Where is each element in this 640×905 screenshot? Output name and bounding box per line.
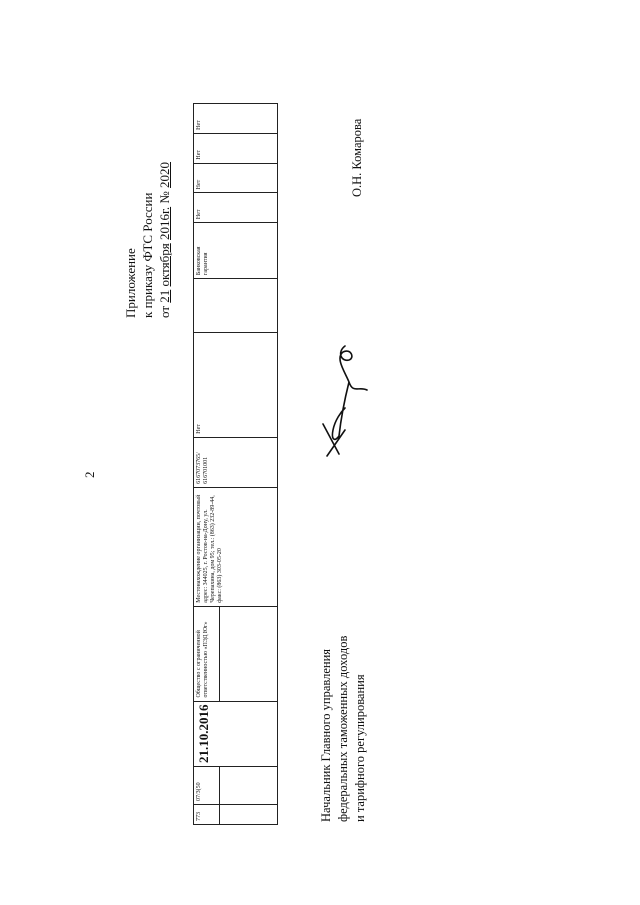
table-cell: Общество с ограниченной ответственностью «ПЭД Юг» bbox=[194, 606, 220, 701]
appendix-date-line bbox=[156, 162, 173, 318]
table-cell-empty bbox=[220, 767, 278, 805]
appendix-order-ref: к приказу ФТС России bbox=[140, 192, 155, 318]
table-cell: Нет bbox=[194, 332, 278, 437]
signatory-line-1: Начальник Главного управления bbox=[319, 648, 333, 822]
appendix-header bbox=[122, 162, 173, 318]
signatory-line-3: и тарифного регулирования bbox=[353, 674, 367, 822]
registry-table-container bbox=[193, 103, 271, 825]
table-cell: Нет bbox=[194, 193, 278, 223]
table-cell-empty bbox=[220, 805, 278, 825]
order-number: 2020 bbox=[157, 161, 172, 188]
table-cell-empty bbox=[220, 606, 278, 701]
date-year: 2016г. bbox=[157, 206, 172, 240]
table-row bbox=[194, 104, 220, 825]
table-cell: 773 bbox=[194, 805, 220, 825]
table-cell: Банковская гарантия bbox=[194, 223, 278, 279]
table-cell: 6167073765/ 616701001 bbox=[194, 437, 278, 487]
table-cell bbox=[194, 279, 278, 333]
page-number: 2 bbox=[82, 471, 97, 478]
date-day: 21 bbox=[157, 289, 172, 303]
date-month: октября bbox=[157, 243, 172, 287]
signatory-position bbox=[318, 636, 369, 822]
registry-table bbox=[193, 103, 278, 825]
date-prefix: от bbox=[157, 305, 172, 318]
table-cell: Нет bbox=[194, 163, 278, 193]
signatory-line-2: федеральных таможенных доходов bbox=[336, 635, 350, 822]
table-cell: 07/3(50 bbox=[194, 767, 220, 805]
table-cell: Нет bbox=[194, 133, 278, 163]
table-cell-date: 21.10.2016 bbox=[194, 701, 278, 767]
table-cell: Нет bbox=[194, 104, 278, 134]
number-prefix: № bbox=[157, 191, 172, 204]
appendix-title: Приложение bbox=[123, 248, 138, 318]
table-cell: Местонахождение организации, почтовый адрес: 344025, г. Ростов-на-Дону, ул. Черепахина, дом 95; тел.: (863) 232-89-44, факс: (863) 303-05-20 bbox=[194, 487, 278, 606]
handwritten-signature bbox=[315, 338, 375, 463]
signatory-name: О.Н. Комарова bbox=[350, 118, 364, 197]
